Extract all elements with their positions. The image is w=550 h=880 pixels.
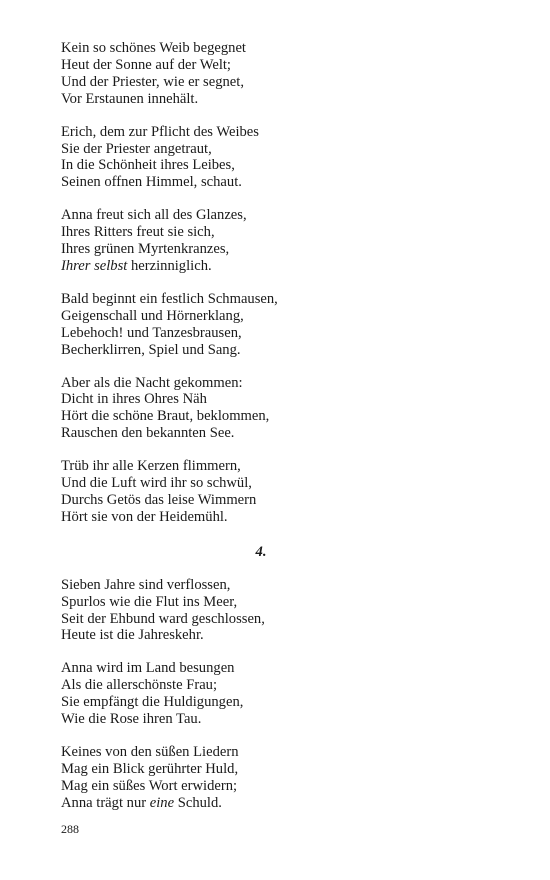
italic-emphasis: eine (149, 794, 175, 811)
verse-line (61, 795, 461, 812)
verse-line: Lebehoch! und Tanzesbrausen, (61, 324, 242, 341)
verse-line: Wie die Rose ihren Tau. (61, 711, 202, 728)
stanza (61, 207, 461, 275)
verse-line: Und der Priester, wie er segnet, (61, 73, 244, 90)
verse-line: In die Schönheit ihres Leibes, (61, 157, 235, 174)
verse-line: Becherklirren, Spiel und Sang. (61, 341, 241, 358)
verse-line: Trüb ihr alle Kerzen flimmern, (61, 458, 241, 475)
verse-line: Sie der Priester angetraut, (61, 140, 212, 157)
verse-line: Seit der Ehbund ward geschlossen, (61, 610, 265, 627)
verse-line: Anna wird im Land besungen (61, 660, 235, 677)
verse-line: Vor Erstaunen innehält. (61, 90, 199, 107)
verse-line: Mag ein Blick gerührter Huld, (61, 760, 239, 777)
stanza (61, 291, 461, 359)
stanza (61, 660, 461, 728)
verse-line: Hört sie von der Heidemühl. (61, 508, 228, 525)
verse-line: Sieben Jahre sind verflossen, (61, 576, 231, 593)
verse-line: Heute ist die Jahreskehr. (61, 627, 204, 644)
poem-page (61, 40, 461, 828)
verse-text: Schuld. (174, 794, 222, 811)
verse-line: Durchs Getös das leise Wimmern (61, 491, 257, 508)
stanza (61, 458, 461, 526)
verse-line: Bald beginnt ein festlich Schmausen, (61, 290, 278, 307)
verse-line: Ihres Ritters freut sie sich, (61, 224, 215, 241)
stanza (61, 375, 461, 443)
stanza (61, 124, 461, 192)
verse-line: Und die Luft wird ihr so schwül, (61, 475, 252, 492)
verse-line: Ihres grünen Myrtenkranzes, (61, 241, 230, 258)
verse-line: Dicht in ihres Ohres Näh (61, 391, 207, 408)
verse-line (61, 258, 461, 275)
verse-line: Rauschen den bekannten See. (61, 425, 235, 442)
verse-line: Mag ein süßes Wort erwidern; (61, 777, 238, 794)
italic-emphasis: Ihrer selbst (61, 257, 128, 274)
stanza (61, 744, 461, 812)
verse-text: Anna trägt nur (61, 794, 150, 811)
verse-line: Anna freut sich all des Glanzes, (61, 207, 247, 224)
verse-line: Kein so schönes Weib begegnet (61, 40, 246, 56)
verse-line: Sie empfängt die Huldigungen, (61, 694, 244, 711)
verse-line: Erich, dem zur Pflicht des Weibes (61, 123, 259, 140)
verse-line: Geigenschall und Hörnerklang, (61, 307, 244, 324)
verse-text: herzinniglich. (127, 257, 212, 274)
verse-line: Heut der Sonne auf der Welt; (61, 56, 231, 73)
verse-line: Seinen offnen Himmel, schaut. (61, 174, 242, 191)
stanza (61, 577, 461, 645)
stanza (61, 40, 461, 108)
verse-line: Keines von den süßen Liedern (61, 744, 239, 760)
verse-line: Spurlos wie die Flut ins Meer, (61, 593, 238, 610)
verse-line: Aber als die Nacht gekommen: (61, 374, 243, 391)
section-number: 4. (255, 543, 267, 560)
verse-line: Als die allerschönste Frau; (61, 677, 218, 694)
verse-line: Hört die schöne Braut, beklommen, (61, 408, 270, 425)
page-number: 288 (61, 822, 79, 836)
